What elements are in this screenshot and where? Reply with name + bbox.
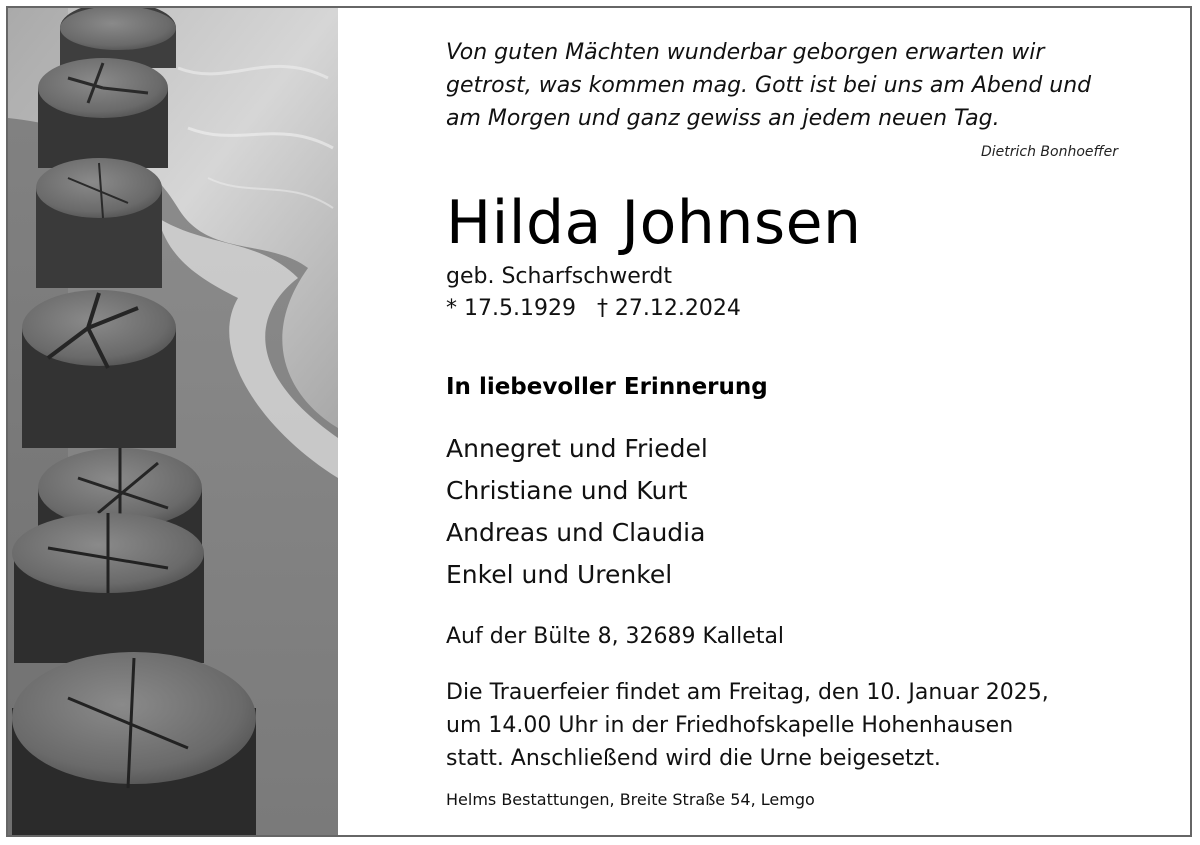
quote-author: Dietrich Bonhoeffer bbox=[980, 144, 1118, 160]
obituary-text bbox=[8, 8, 1190, 835]
service-line: statt. Anschließend wird die Urne beigesetzt. bbox=[446, 746, 941, 771]
mourner-item: Enkel und Urenkel bbox=[446, 560, 673, 589]
service-line: um 14.00 Uhr in der Friedhofskapelle Hohenhausen bbox=[446, 713, 1014, 738]
mourner-item: Annegret und Friedel bbox=[446, 434, 708, 463]
quote-line: am Morgen und ganz gewiss an jedem neuen Tag. bbox=[446, 106, 1000, 131]
quote-line: Von guten Mächten wunderbar geborgen erwarten wir bbox=[446, 40, 1045, 65]
service-line: Die Trauerfeier findet am Freitag, den 10. Januar 2025, bbox=[446, 680, 1049, 705]
deceased-name: Hilda Johnsen bbox=[446, 188, 862, 258]
mourner-item: Andreas und Claudia bbox=[446, 518, 706, 547]
mourner-item: Christiane und Kurt bbox=[446, 476, 688, 505]
quote bbox=[446, 36, 1146, 135]
funeral-home: Helms Bestattungen, Breite Straße 54, Lemgo bbox=[446, 790, 815, 809]
obituary-card bbox=[6, 6, 1192, 837]
family-address: Auf der Bülte 8, 32689 Kalletal bbox=[446, 624, 785, 649]
service-info bbox=[446, 676, 1166, 775]
life-dates: * 17.5.1929 † 27.12.2024 bbox=[446, 296, 741, 321]
birth-name: geb. Scharfschwerdt bbox=[446, 264, 673, 289]
memory-heading: In liebevoller Erinnerung bbox=[446, 374, 768, 400]
quote-line: getrost, was kommen mag. Gott ist bei uns am Abend und bbox=[446, 73, 1092, 98]
mourners-list bbox=[446, 428, 708, 596]
